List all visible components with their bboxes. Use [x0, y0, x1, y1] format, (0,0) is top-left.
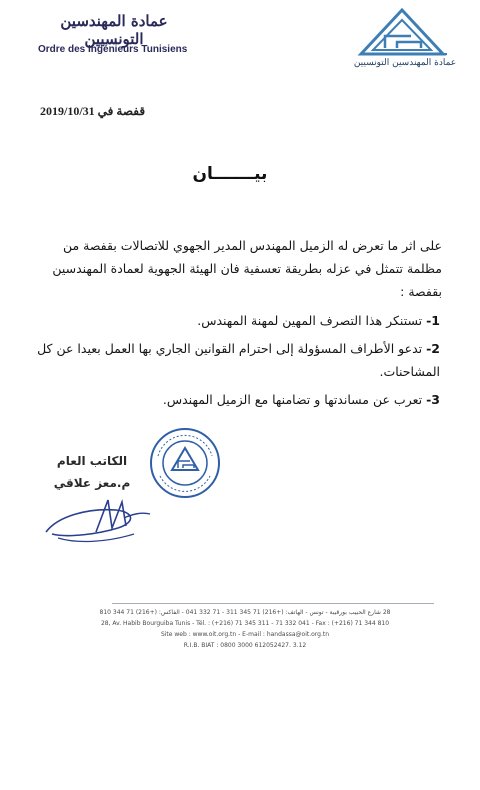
point-number: 1- [426, 313, 440, 328]
french-organization-name: Ordre des Ingénieurs Tunisiens [38, 44, 188, 55]
footer-bank-rib: R.I.B. BIAT : 0800 3000 612052427. 3.12 [183, 642, 307, 649]
arabic-organization-name: عمادة المهندسين التونسيين [60, 12, 168, 48]
footer-address-arabic: 28 شارع الحبيب بورقيبة - تونس - الهاتف: (+216) 71 345 311 - 71 332 041 - الفاكس: (+216) 71 344 810 [99, 609, 391, 616]
document-date: قفصة في 2019/10/31 [40, 104, 146, 118]
point-text: تدعو الأطراف المسؤولة إلى احترام القوانين الجاري بها العمل بعيدا عن كل المشاحنات. [37, 341, 440, 379]
statement-point [20, 337, 440, 383]
statement-intro: على اثر ما تعرض له الزميل المهندس المدير الجهوي للاتصالات بقفصة من مظلمة تتمثل في عزله بطريقة تعسفية فان الهيئة الجهوية لعمادة المهندسين بقفصة : [52, 238, 442, 299]
logo-caption: عمادة المهندسين التونسيين [353, 58, 457, 68]
statement-point [20, 309, 440, 332]
footer-contact [90, 607, 400, 651]
footer-divider [112, 603, 434, 604]
footer-address-french: 28, Av. Habib Bourguiba Tunis - Tél. : (+216) 71 345 311 - 71 332 041 - Fax : (+216) 71 344 810 [100, 620, 390, 627]
handwritten-signature-icon [38, 488, 158, 550]
point-text: تعرب عن مساندتها و تضامنها مع الزميل المهندس. [162, 392, 423, 407]
signatory-name: م.معز علاقي [53, 476, 131, 490]
point-text: تستنكر هذا التصرف المهين لمهنة المهندس. [197, 313, 423, 328]
point-number: 3- [426, 392, 440, 407]
statement-points [20, 309, 440, 416]
footer-web-email: Site web : www.oit.org.tn - E-mail : handassa@oit.org.tn [160, 631, 330, 638]
statement-point [20, 388, 440, 411]
official-stamp-icon [148, 426, 222, 500]
signatory-title: الكاتب العام [56, 454, 128, 468]
point-number: 2- [426, 341, 440, 356]
document-title: بيـــــــان [192, 164, 268, 184]
